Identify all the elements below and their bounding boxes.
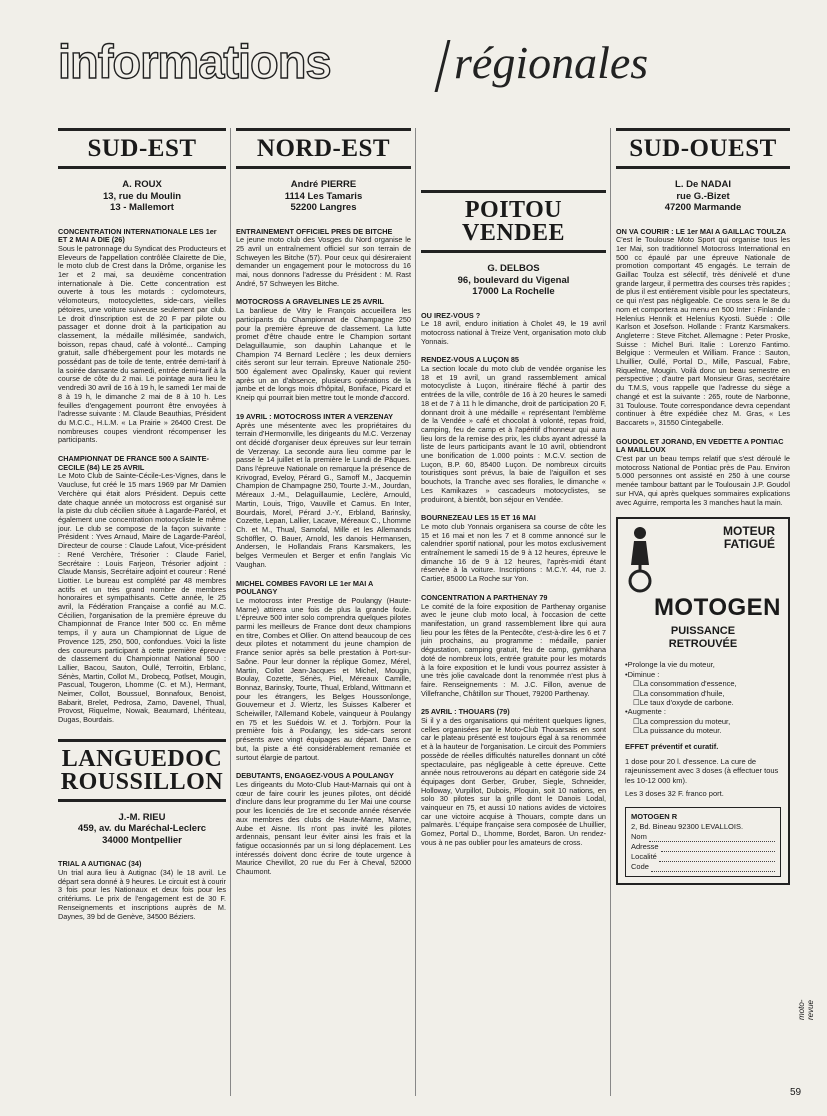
address-line: 47200 Marmande <box>664 202 742 213</box>
coupon-field-code[interactable] <box>631 862 775 872</box>
ad-tagline <box>625 625 781 650</box>
column-4 <box>616 128 790 1088</box>
motogen-advertisement <box>616 517 790 884</box>
article-title: CONCENTRATION A PARTHENAY 79 <box>421 592 548 602</box>
ad-tagline-line: PUISSANCE <box>670 625 736 638</box>
article-body: Le motocross inter Prestige de Poulangy (Haute-Marne) attirera une fois de plus la grande foule. L'épreuve 500 inter solo comprendra quelques pilotes parmi les meilleurs de France dont deux champions en titre, Combes et Ollier. On attend beaucoup de ces deux pilotes et notamment du jeune champion de France senior après sa belle prestation à Port-sur-Saône. Pour leur donner la réplique Gomez, Mérel, Martin, Collot Jean-Jacques et Michel, Mougin, Boulay, Cozette, Sénès, Piel, Méreaux Camille, Bonnaz, Barinsky, Tourte, Thual, Erbland, Wittmann et pour les étrangers, les Belges Houssonlonge, Gouverneur et J. Wiertz, les Suisses Kalberer et Scheiwiller, l'Allemand Kobele, vainqueur à Poulangy en 75 et les Suédois W. et J. Torbjörn. Pour la première fois à Poulangy, les side-cars seront présents avec vingt équipages au départ. Dans ce but, la piste a été considérablement remaniée et surtout élargie de partout. <box>236 595 411 762</box>
article-body: Le Moto Club de Sainte-Cécile-Les-Vignes, dans le Vaucluse, fut créé le 15 mars 1969 par Mr Damien Verchère qui était alors Président. Depuis cette date chaque année un motocross est organisé sur la piste du club cécilien située à Lagarde-Paréol, et également une concentration motocycliste le même jour. Le club se compose de la façon suivante : Président : Yves Arnaud, Maire de Lagarde-Paréol, Directeur de course : Claude Lafout, Vice-président : René Verchère, Trésorier : Claude Fariel, Secrétaire : Louis Farjeon, Trésorier adjoint : Claude Mansis, Secrétaire adjoint et coureur : René Liottier. Le bureau est complété par 48 membres actifs et un très grand nombre de membres honoraires et sympathisants. Cette année, le 25 avril, la Fédération Française a confié au M.C. Cécilien, l'organisation de la première épreuve du Championnat de France Inter 500 cc. En même temps, il y aura un Championnat de Ligue de Provence 125, 250, 500, confondues. Voici la liste des coureurs participant à cette première épreuve de classement du Championnat National 500 : Lallier, Bacou, Sauton, Oullé, Terroitin, Erblanc, Sénès, Martin, Collot M., Drobecq, Potlset, Mougin, Pascual, Tougeron, Lhomme (C. et M.), Hermant, Neimer, Collot, Boussuel, Bonnafoux, Benoist, Babarit, Brelet, Pedrosa, Zamo, Davenel, Thual, Provost, Riquelme, Nowak, Beaumard, Lhériteau, Dugas, Bourdais. <box>58 471 226 725</box>
list-item: • Prolonge la vie du moteur, <box>625 660 781 669</box>
region-heading-poitou-vendee: POITOU VENDEE <box>421 190 606 253</box>
column-3 <box>421 128 606 1096</box>
article-body: Le jeune moto club des Vosges du Nord organise le 25 avril un entraînement officiel sur son terrain de Schweyen les Bitche (57). Pour ceux qui désireraient demander un engagement pour le motocross du 16 mai, nous donnons l'adresse du Président : M. Rast André, 57 Schweyen les Bitche. <box>236 235 411 288</box>
region-heading-languedoc: LANGUEDOC ROUSSILLON <box>58 739 226 802</box>
field-label: Localité <box>631 851 657 861</box>
article-title: ENTRAINEMENT OFFICIEL PRES DE BITCHE <box>236 226 393 236</box>
column-1 <box>58 128 226 1096</box>
magazine-name: moto-revue <box>797 999 815 1020</box>
coupon-field-adresse[interactable] <box>631 842 775 852</box>
address-line: 13, rue du Moulin <box>102 190 182 202</box>
correspondent-name: André PIERRE <box>290 179 357 190</box>
field-line[interactable] <box>661 842 775 852</box>
ad-headline-moteur: MOTEUR <box>723 524 775 539</box>
correspondent-address <box>58 812 226 847</box>
article-title: MOTOCROSS A GRAVELINES LE 25 AVRIL <box>236 297 384 307</box>
field-line[interactable] <box>659 852 775 862</box>
article-body: Les dirigeants du Moto-Club Haut-Marnais qui ont à cœur de faire courir les jeunes pilotes, ont décidé d'inclure dans leur programme du 1er Mai une course pour les licenciés de 1re et seconde année réservée aux membres des clubs de Haute-Marne, Marne, Aube et Aisne. Ils n'ont pas invité les pilotes ardennais, pensant leur éviter ainsi les frais et la fatigue occasionnés par un si long déplacement. Les intéressés doivent donc écrire de toute urgence à Maurice Chevillot, 20 rue du Fer à Cheval, 52000 Chaumont. <box>236 779 411 877</box>
list-item: ☐ La puissance du moteur. <box>625 726 781 735</box>
list-item: ☐ La consommation d'huile, <box>625 689 781 698</box>
article-title: TRIAL A AUTIGNAC (34) <box>58 859 142 869</box>
correspondent-address <box>421 263 606 298</box>
ad-brand: MOTOGEN <box>653 594 781 622</box>
article-body: C'est le Toulouse Moto Sport qui organise tous les 1er Mai, son traditionnel Motocross International en 500 cc épaulé par une épreuve Nationale de promotion comportant 45 engagés. Le terrain de Gaillac Toulza est sélectif, très dénivelé et d'une grande largeur, il permettra des courses très rapides ; de plus il est entièrement visible pour les spectateurs, ce qui n'est pas négligeable. Ce cross sera le 8e du nom et comportera au menu en 500 Inter : Finlande : Heleníus Hennik et Heleníus Kyosti. Suède : Olle Karlson et Josefson. Hollande : Frantz Karsmakers. Angleterre : Steve Fitchet. Allemagne : Peter Proske, Suisse : Michel Buri. Italie : Lorenzo Fantimo. Belgique : Vermeulen et William. France : Sauton, Lhuillier, Oullé, Portal D., Mille, Pascual, Fabre, Riquelme, Mougin. Voilà donc un beau semestre en perspective ; d'autre part Monsieur Gras, secrétaire du T.M.S, vous rappelle que l'adresse du siège a changé et est la suivante : 265, route de Narbonne, 31 Toulouse. Toute correspondance devra cependant continuer à être expédiée chez M. Gras, « Les Baccarets », 31550 Cintegabelle. <box>616 235 790 427</box>
region-heading-sud-est: SUD-EST <box>58 128 226 169</box>
masthead <box>58 34 758 96</box>
field-label: Code <box>631 861 649 871</box>
list-item: ☐ La consommation d'essence, <box>625 679 781 688</box>
region-heading-sud-ouest: SUD-OUEST <box>616 128 790 169</box>
address-line: rue G.-Bizet <box>676 190 730 202</box>
correspondent-name: J.-M. RIEU <box>118 811 166 823</box>
correspondent-address <box>58 179 226 214</box>
list-item: ☐ La compression du moteur, <box>625 717 781 726</box>
article-body: Un trial aura lieu à Autignac (34) le 18 avril. Le départ sera donné à 9 heures. Le circuit est à courir 3 fois pour les Nationaux et deux fois pour les critériums. Le prix de l'engagement est de 30 F. Renseignements et inscriptions auprès de M. Daynes, 39 bd de Genève, 34500 Béziers. <box>58 868 226 921</box>
masthead-divider <box>435 40 451 92</box>
article-title: MICHEL COMBES FAVORI LE 1er MAI A POULANGY <box>236 578 374 597</box>
field-label: Nom <box>631 831 647 841</box>
article-title: CHAMPIONNAT DE FRANCE 500 A SAINTE-CECILE (84) LE 25 AVRIL <box>58 454 209 472</box>
column-rule <box>610 128 611 1096</box>
motorcycle-rider-icon <box>625 525 655 595</box>
article-title: ON VA COURIR : LE 1er MAI A GAILLAC TOULZA <box>616 226 786 236</box>
address-line: 52200 Langres <box>290 202 357 213</box>
article-body: C'est par un beau temps relatif que s'est déroulé le motocross National de Pontiac près de Pau. Environ 5.000 personnes ont assisté en 250 à une course menée tambour battant par le Toulousain J.P. Goudol sur HVA, qui après quelques sommaires explications avec Aguirre, remporta les 3 manches haut la main. <box>616 454 790 507</box>
article-body: La banlieue de Vitry le François accueillera les participants du Championnat de Champagne 250 pour la première épreuve de classement. La lutte promet d'être chaude entre le Champion sortant Delaguillaumie, son dauphin Lahanque et le Champion 74 Bernard Leclère ; les deux derniers cités seront sur leur terrain. Epreuve Nationale 250-500 également avec Opalinsky, Kauer qui revient après un an d'absence, plusieurs opérations de la jambe et de longs mois d'hôpital, Boniface, Picard et Kneip qui pourrait bien mettre tout le monde d'accord. <box>236 306 411 403</box>
page-number: 59 <box>790 1087 802 1098</box>
coupon-field-localite[interactable] <box>631 852 775 862</box>
article-title: 25 AVRIL : THOUARS (79) <box>421 707 510 717</box>
ad-headline-fatigue: FATIGUÉ <box>723 537 775 552</box>
order-coupon <box>625 807 781 877</box>
correspondent-name: L. De NADAI <box>675 179 731 190</box>
list-item: ☐ Le taux d'oxyde de carbone. <box>625 698 781 707</box>
article-body: Si il y a des organisations qui méritent quelques lignes, celles organisées par le Moto-Club Thouarsais en sont car le plateau présenté est toujours égal à sa renommée et à la hauteur de l'organisation. Le circuit des Pommiers possède de réelles difficultés naturelles donnant un côté spectaculaire, pas négligeable à cette épreuve. Cette année nous retrouverons au départ en catégorie side 24 équipages dont Gerber, Gruber, Siegle, Schneider, Holloway, Vurpillot, Dubois, Ploquin, soit 10 nations, en solo 30 pilotes sur la grille dont le Danois Lodal, vainqueur en 75, et aussi 10 nations avides de victoires car une victoire acquise à Thouars, compte dans un palmarès. L'équipe française sera composée de Lhuillier, Gomez, Portal D., Lhomme, Bordet, Baron. Un rendez-vous à ne pas oublier pour les amateurs de cross. <box>421 716 606 847</box>
article-title: CONCENTRATION INTERNATIONALE LES 1er ET 2 MAI A DIE (26) <box>58 226 217 245</box>
article-body: Sous le patronnage du Syndicat des Producteurs et Eleveurs de l'appellation contrôlée Clairette de Die, le moto club de Crest dans la Drôme, organise les 1er et 2 mai, sa deuxième concentration internationale à Die. Cette concentration est ouverte à tous les motards : cyclomoteurs, vélomoteurs, motocyclettes, side-cars, vieilles pétoires, une voiture suiveuse seulement par club. Le droit d'inscription est de 20 F par pilote ou passager et donne droit à la participation au classement, la médaille millésimée, sandwich, boisson, repas chaud, café à volonté... Camping gratuit, salle d'hébergement pour les motards ne possédant pas de toile de tente, entrée demi-tarif à la soirée dansante du samedi, entrée demi-tarif à la course de côte du 2 mai. Le pointage aura lieu le vendredi 30 avril de 16 à 19 h, le samedi 1er mai de 8 à 19 h, le dimanche 2 mai de 8 à 10 h. Les feuilles d'engagement pourront être envoyées à l'adresse suivante : M. Claude Beauthias, Président du M.C.C., H.L.M. « La Prairie » 26400 Crest. De nombreuses coupes viendront récompenser les participants. <box>58 243 226 445</box>
article-body: La section locale du moto club de vendée organise les 18 et 19 avril, un grand rassemblement amical motocycliste à Luçon, itinéraire fléché à partir des entrées de la ville, contrôle de 16 à 20 heures le samedi 18 et de 7 à 11 h le dimanche, droit de participation 20 F, donnant droit à une médaille « représentant l'emblème de la Vendée » café et chocolat à volonté, repas froid, camping, feu de camp et à l'apéritif d'honneur qui aura lieu lors de la remise des prix, les clubs ayant adressé la liste de leurs participants avant le 10 avril, obtiendront une bonification de 1.000 points : M.C.V. section de Luçon, B.P. 60, 85400 Luçon. De nombreux circuits touristiques sont prévus, la baie de l'aiguillon et ses bouchots, la Tranche avec ses floralies, le dimanche « Les Kamikazes » cascadeurs motocyclistes, se produiront, à bientôt, bon séjour en Vendée. <box>421 364 606 504</box>
correspondent-name: A. ROUX <box>122 179 162 190</box>
column-2 <box>236 128 411 1096</box>
article-body: Le moto club Yonnais organisera sa course de côte les 15 et 16 mai et non les 7 et 8 comme annoncé sur le calendrier sportif national, pour les motos exclusivement entraînement le samedi 15 de 9 à 12 heures, épreuve le dimanche 16 de 9 à 12 heures, l'après-midi étant réservée à la voiture. Inscriptions : M.C.Y. 44, rue J. Cartier, 85000 La Roche sur Yon. <box>421 521 606 584</box>
article-title: RENDEZ-VOUS A LUÇON 85 <box>421 355 519 365</box>
coupon-title: MOTOGEN R <box>631 811 678 821</box>
article-title: OU IREZ-VOUS ? <box>421 310 481 320</box>
column-rule <box>230 128 231 1096</box>
masthead-informations: informations <box>58 35 331 88</box>
address-line: 34000 Montpellier <box>102 834 182 846</box>
ad-price: Les 3 doses 32 F. franco port. <box>625 789 724 799</box>
field-line[interactable] <box>649 832 775 842</box>
correspondent-address <box>616 179 790 214</box>
article-title: 19 AVRIL : MOTOCROSS INTER A VERZENAY <box>236 411 394 421</box>
article-body: Le 18 avril, enduro initiation à Cholet 49, le 19 avril motocross national à Treize Vent, organisation moto club Yonnais. <box>421 319 606 346</box>
ad-benefits-list <box>625 660 781 735</box>
list-item: • Diminue : <box>625 670 781 679</box>
address-line: 459, av. du Maréchal-Leclerc <box>77 823 207 835</box>
ad-tagline-line: RETROUVÉE <box>668 637 738 650</box>
ad-effect: EFFET préventif et curatif. <box>625 741 719 751</box>
article-title: DEBUTANTS, ENGAGEZ-VOUS A POULANGY <box>236 771 394 781</box>
article-title: GOUDOL ET JORAND, EN VEDETTE A PONTIAC LA MAILLOUX <box>616 436 784 455</box>
address-line: 17000 La Rochelle <box>472 286 555 297</box>
article-body: Le comité de la foire exposition de Parthenay organise avec le jeune club moto local, à l'occasion de cette manifestation, un grand rassemblement libre qui aura lieu pour les fêtes de la Pentecôte, c'est-à-dire les 6 et 7 juin prochains, au programme : médaille, panier dégustation, camping gratuit, feu de camp, gymkhana doté de nombreux lots, entrée gratuite pour les motards à la foire exposition et le lundi vous pourrez assister à une très jolie cavalcade dont la renommée n'est plus à faire. Renseignements : M. J.C. Fillon, avenue de Villefranche, Châtillon sur Thouet, 79200 Parthenay. <box>421 601 606 698</box>
list-item: • Augmente : <box>625 707 781 716</box>
coupon-field-nom[interactable] <box>631 832 775 842</box>
masthead-regionales: régionales <box>454 37 649 88</box>
correspondent-name: G. DELBOS <box>487 263 540 274</box>
article-title: BOURNEZEAU LES 15 ET 16 MAI <box>421 513 536 523</box>
field-line[interactable] <box>651 862 775 872</box>
region-heading-nord-est: NORD-EST <box>236 128 411 169</box>
ad-dose: 1 dose pour 20 l. d'essence. La cure de rajeunissement avec 3 doses (à effectuer tous les 10-12 000 km). <box>625 756 779 785</box>
address-line: 13 - Mallemort <box>110 202 174 213</box>
address-line: 96, boulevard du Vigenal <box>457 274 570 286</box>
address-line: 1114 Les Tamaris <box>284 190 363 202</box>
article-body: Après une mésentente avec les propriétaires du terrain d'Hermonville, les dirigeants du M.C. Verzenay ont décidé d'organiser deux épreuves sur leur terrain de Verzenay. La seconde aura lieu comme par le passé le 14 juillet et la première le Lundi de Pâques. Dans l'épreuve Nationale on remarque la présence de Krivograd, Eveloy, Pérard G., Samoff M., Jacquemin Champion de Champagne 250, Tourte J.-M., Jourdan, Méreaux J.-M., Delaguillaumie, Leclère, Arnould, Martin, Louis, Trigo, Vauville et Camus. En Inter, Bourdais, Morel, Pérard J.-Y., Erbland, Barinsky, Cozette, Lepan, Lallier, Lacave, Méreaux C., Lhomme Ch. et M., Thual, Samofal, Mille et les Allemands Schöffler, O. Bauer, Arnold, les danois Hermansen, Andersen, le Hollandais Frans Karsmakers, les belges Vermeulen et Berger et enfin l'anglais Vic Vaughan. <box>236 420 411 569</box>
column-rule <box>415 128 416 1096</box>
correspondent-address <box>236 179 411 214</box>
coupon-address: 2, Bd. Bineau 92300 LEVALLOIS. <box>631 821 744 831</box>
field-label: Adresse <box>631 841 659 851</box>
